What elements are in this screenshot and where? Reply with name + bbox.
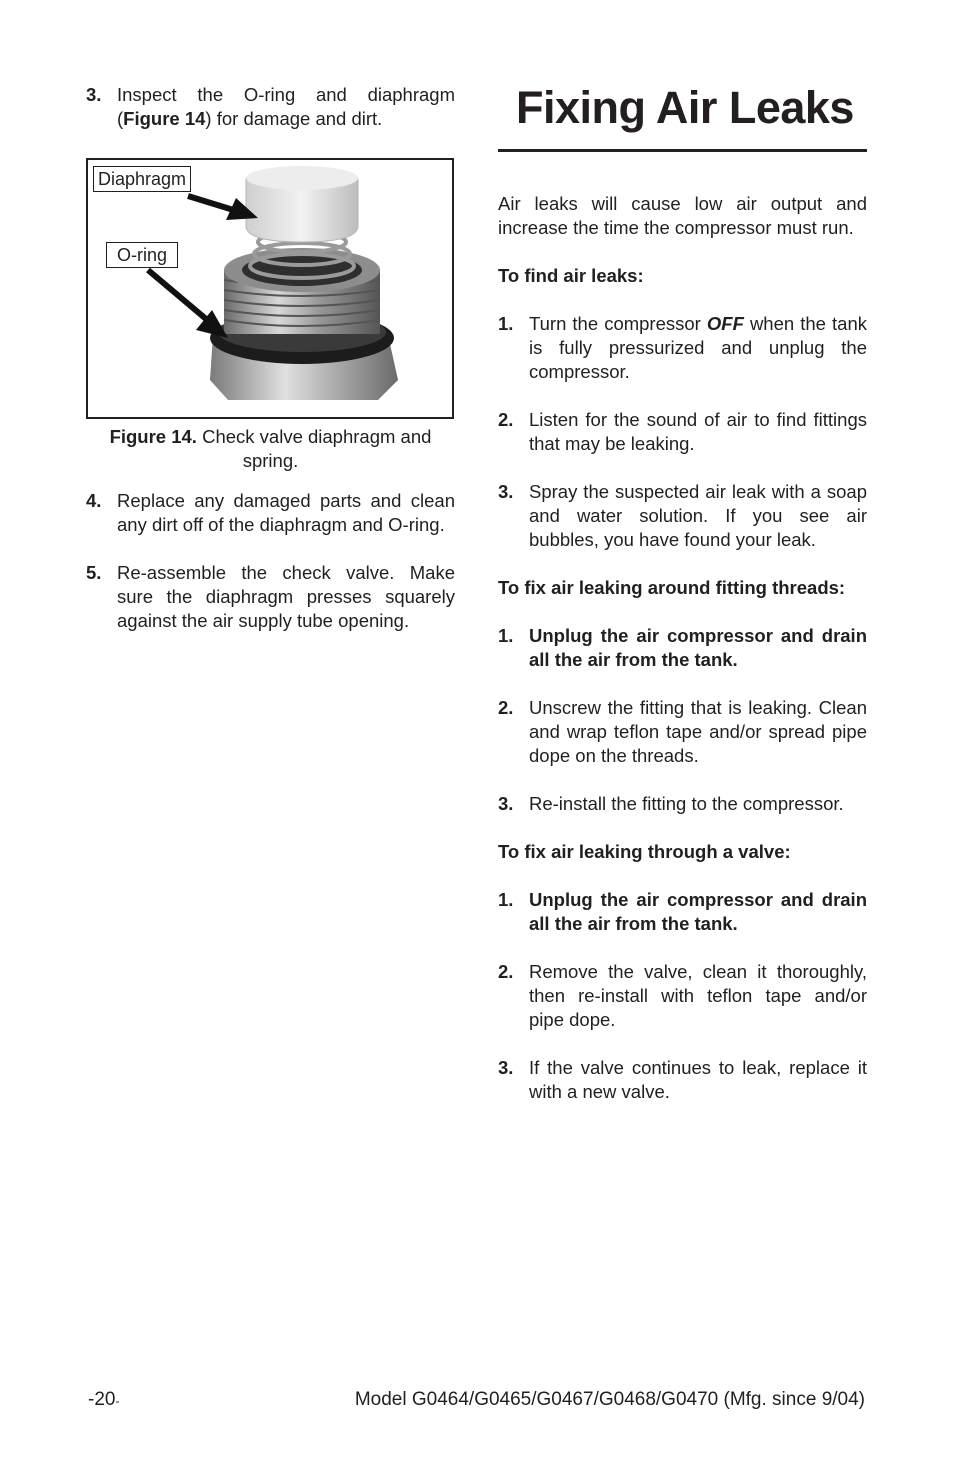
step-3-inspect <box>86 83 455 131</box>
intro-paragraph: Air leaks will cause low air output and increase the time the compressor must run. <box>498 193 867 238</box>
valve-step-1: 1. Unplug the air compressor and drain all the air from the tank. <box>498 889 867 934</box>
step-text: Re-assemble the check valve. Make sure the diaphragm presses squarely against the air supply tube opening. <box>117 562 455 631</box>
off-emphasis: OFF <box>706 313 744 334</box>
find-step-2: 2. Listen for the sound of air to find fittings that may be leaking. <box>498 409 867 454</box>
o-ring-arrow <box>148 270 212 324</box>
valve-step-3: 3. If the valve continues to leak, replace it with a new valve. <box>498 1057 867 1102</box>
step-4-replace <box>86 489 455 537</box>
diaphragm-label: Diaphragm <box>93 166 191 192</box>
find-step-1: 1. Turn the compressor OFF when the tank is fully pressurized and unplug the compressor. <box>498 313 867 382</box>
step-number: 3. <box>86 84 102 105</box>
step-number: 5. <box>86 562 102 583</box>
step-text: Replace any damaged parts and clean any dirt off of the diaphragm and O-ring. <box>117 490 455 535</box>
threads-heading: To fix air leaking around fitting threads: <box>498 577 846 598</box>
step-number: 4. <box>86 490 102 511</box>
model-footer: Model G0464/G0465/G0467/G0468/G0470 (Mfg. since 9/04) <box>354 1389 865 1410</box>
valve-step-2: 2. Remove the valve, clean it thoroughly, then re-install with teflon tape and/or pipe dope. <box>498 961 867 1030</box>
right-column <box>498 83 867 1104</box>
threads-step-3: 3. Re-install the fitting to the compressor. <box>498 793 844 814</box>
step-5-reassemble <box>86 561 455 633</box>
figure-caption: Figure 14. Check valve diaphragm and spring. <box>109 426 432 471</box>
valve-heading: To fix air leaking through a valve: <box>498 841 791 862</box>
find-leaks-heading: To find air leaks: <box>498 265 644 286</box>
figure-reference: Figure 14 <box>123 108 206 129</box>
threads-step-2: 2. Unscrew the fitting that is leaking. Clean and wrap teflon tape and/or spread pipe dope on the threads. <box>498 697 867 766</box>
step-text: Inspect the O-ring and diaphragm (Figure 14) for damage and dirt. <box>117 84 455 129</box>
figure-14-photo <box>86 158 454 419</box>
find-step-3: 3. Spray the suspected air leak with a soap and water solution. If you see air bubbles, you have found your leak. <box>498 481 867 550</box>
page-number: -20- <box>88 1389 120 1410</box>
page-title: Fixing Air Leaks <box>516 82 854 133</box>
left-column <box>86 83 455 633</box>
threads-step-1: 1. Unplug the air compressor and drain all the air from the tank. <box>498 625 867 670</box>
o-ring-label: O-ring <box>106 242 178 268</box>
check-valve-illustration <box>88 160 454 419</box>
